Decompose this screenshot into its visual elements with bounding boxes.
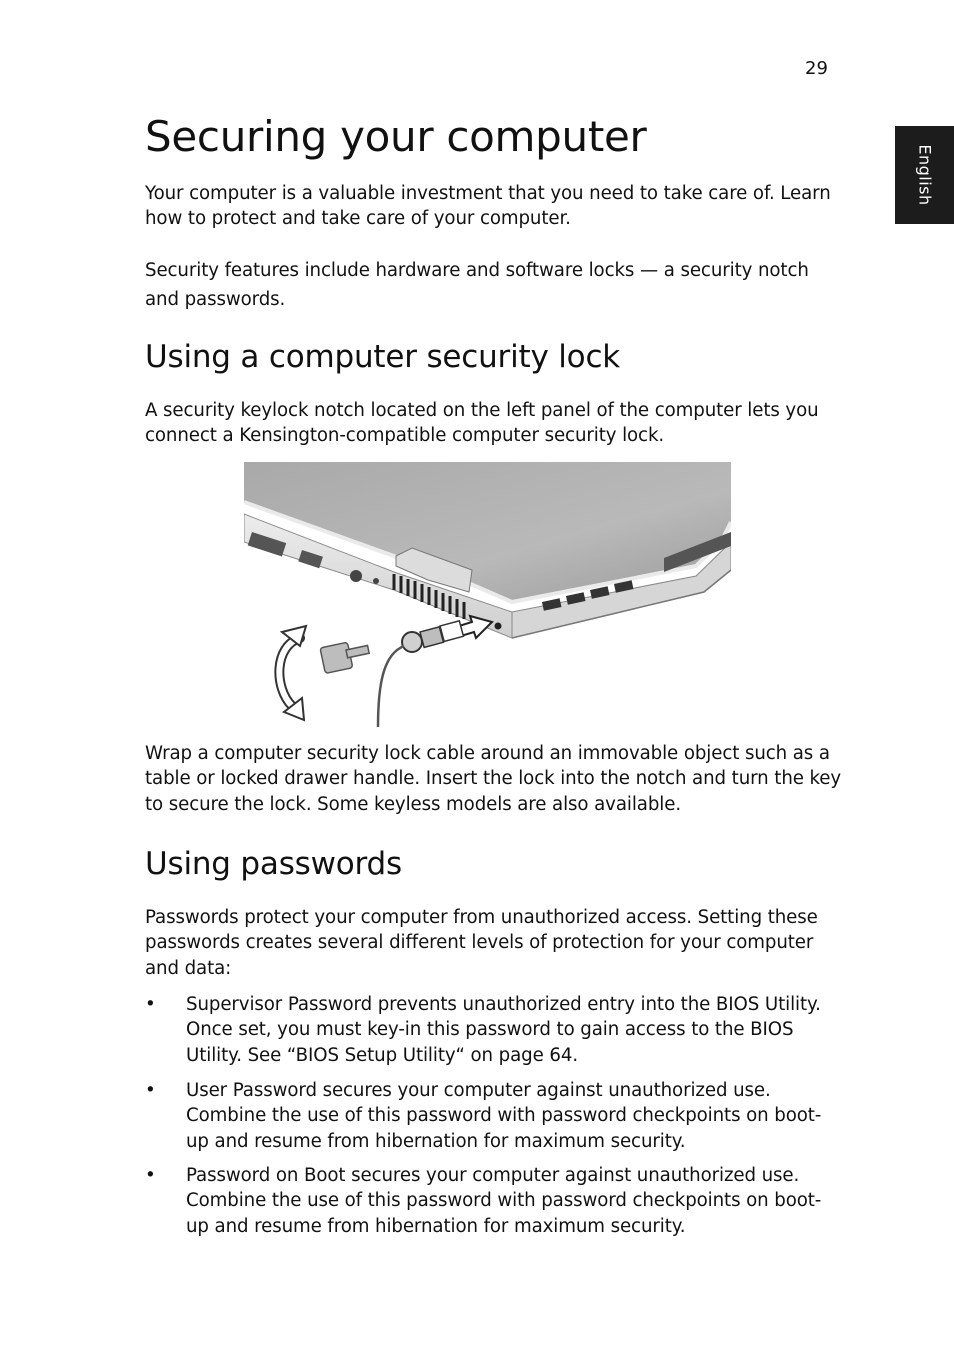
- intro-paragraph-2: Security features include hardware and software locks — a security notch and passwords.: [145, 260, 809, 310]
- security-lock-paragraph-1: A security keylock notch located on the left panel of the computer lets you connect a Kensington-compatible computer security lock.: [145, 400, 819, 447]
- bullet-marker: •: [145, 1080, 156, 1101]
- language-tab: [895, 126, 954, 224]
- page-number: 29: [805, 58, 828, 79]
- bullet-marker: •: [145, 994, 156, 1015]
- security-lock-paragraph-2: Wrap a computer security lock cable around an immovable object such as a table or locked drawer handle. Insert the lock into the notch and turn the key to secure the lock. Some keyless models are also available.: [145, 743, 842, 815]
- intro-paragraph-1: Your computer is a valuable investment that you need to take care of. Learn how to protect and take care of your computer.: [145, 183, 831, 230]
- security-lock-heading: Using a computer security lock: [145, 339, 621, 375]
- passwords-heading: Using passwords: [145, 846, 402, 882]
- list-item-text: Password on Boot secures your computer against unauthorized use. Combine the use of this password with password checkpoints on boot-up and resume from hibernation for maximum security.: [186, 1165, 822, 1237]
- bullet-marker: •: [145, 1165, 156, 1186]
- passwords-intro: Passwords protect your computer from unauthorized access. Setting these passwords creates several different levels of protection for your computer and data:: [145, 907, 818, 979]
- page-title: Securing your computer: [145, 112, 647, 161]
- list-item-text: User Password secures your computer against unauthorized use. Combine the use of this password with password checkpoints on boot-up and resume from hibernation for maximum security.: [186, 1080, 822, 1152]
- language-tab-label: English: [915, 144, 934, 206]
- laptop-security-lock-illustration: [244, 462, 731, 727]
- list-item-text: Supervisor Password prevents unauthorized entry into the BIOS Utility. Once set, you must key-in this password to gain access to the BIOS Utility. See “BIOS Setup Utility“ on page 64.: [186, 994, 821, 1066]
